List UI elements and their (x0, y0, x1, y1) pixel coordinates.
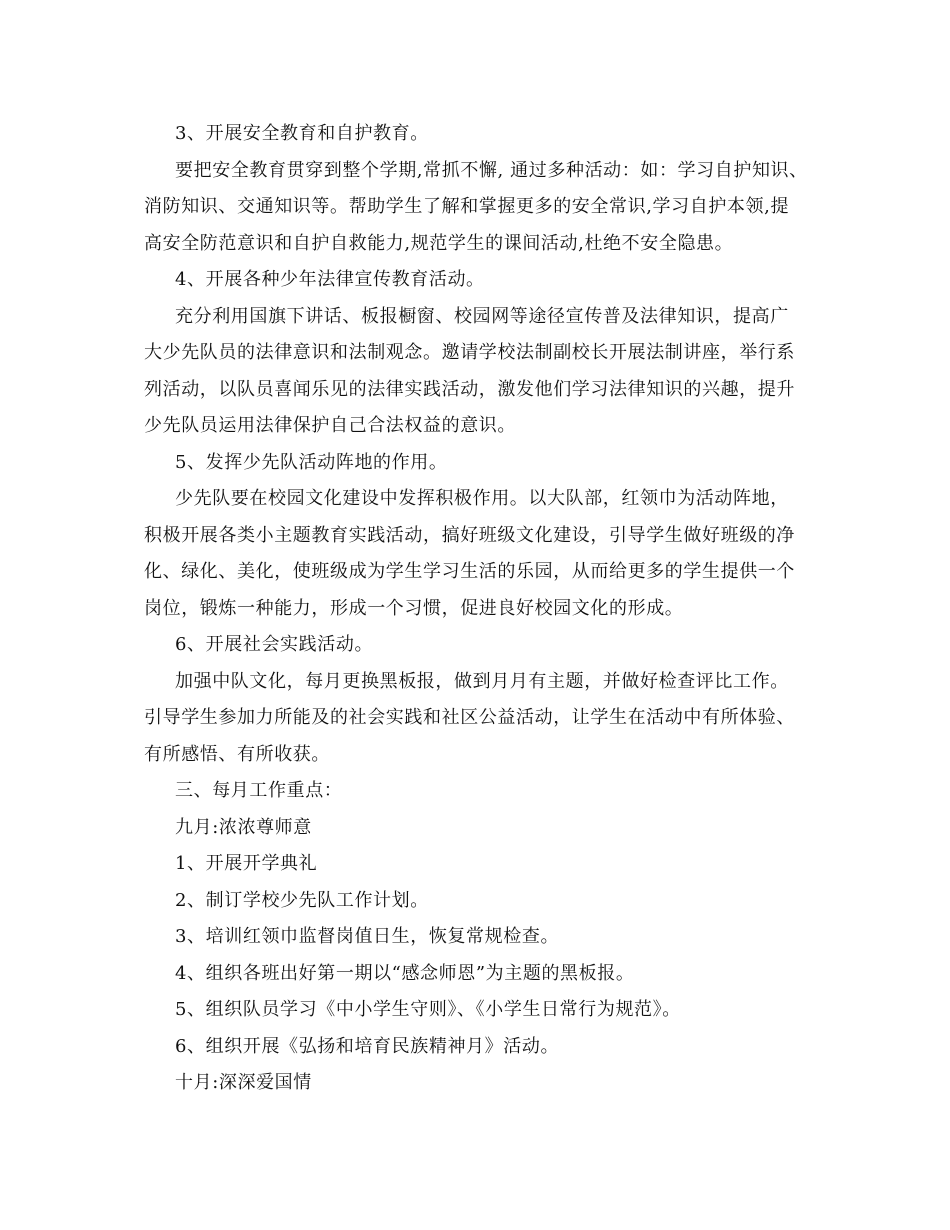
heading-activity-base: 5、发挥少先队活动阵地的作用。 (175, 451, 448, 473)
list-item: 6、组织开展《弘扬和培育民族精神月》活动。 (175, 1035, 560, 1057)
paragraph-line: 引导学生参加力所能及的社会实践和社区公益活动，让学生在活动中有所体验、 (144, 707, 795, 728)
month-heading-october: 十月:深深爱国情 (175, 1072, 312, 1093)
paragraph-line: 大少先队员的法律意识和法制观念。邀请学校法制副校长开展法制讲座，举行系 (144, 342, 795, 363)
paragraph-line: 要把安全教育贯穿到整个学期,常抓不懈, 通过多种活动：如：学习自护知识、 (175, 159, 808, 181)
paragraph-line: 列活动，以队员喜闻乐见的法律实践活动，激发他们学习法律知识的兴趣，提升 (144, 378, 795, 400)
paragraph-line: 有所感悟、有所收获。 (144, 743, 330, 765)
paragraph-line: 化、绿化、美化，使班级成为学生学习生活的乐园，从而给更多的学生提供一个 (144, 561, 795, 582)
paragraph-line: 积极开展各类小主题教育实践活动，搞好班级文化建设，引导学生做好班级的净 (144, 524, 795, 546)
list-item: 2、制订学校少先队工作计划。 (175, 889, 429, 911)
heading-social-practice: 6、开展社会实践活动。 (175, 634, 374, 655)
paragraph-line: 少先队要在校园文化建设中发挥积极作用。以大队部，红领巾为活动阵地， (175, 488, 789, 509)
list-item: 1、开展开学典礼 (175, 853, 318, 874)
paragraph-line: 岗位，锻炼一种能力，形成一个习惯，促进良好校园文化的形成。 (144, 597, 684, 619)
heading-law-education: 4、开展各种少年法律宣传教育活动。 (175, 269, 485, 290)
paragraph-line: 少先队员运用法律保护自己合法权益的意识。 (144, 415, 516, 436)
list-item: 5、组织队员学习《中小学生守则》、《小学生日常行为规范》。 (175, 999, 681, 1020)
document-body (144, 116, 844, 1102)
paragraph-line: 充分利用国旗下讲话、板报橱窗、校园网等途径宣传普及法律知识，提高广 (175, 305, 789, 327)
heading-safety-education: 3、开展安全教育和自护教育。 (175, 123, 429, 144)
paragraph-line: 消防知识、交通知识等。帮助学生了解和掌握更多的安全常识,学习自护本领,提 (144, 196, 790, 217)
list-item: 3、培训红领巾监督岗值日生，恢复常规检查。 (175, 926, 560, 947)
month-heading-september: 九月:浓浓尊师意 (175, 816, 312, 838)
paragraph-line: 高安全防范意识和自护自救能力,规范学生的课间活动,杜绝不安全隐患。 (144, 232, 734, 254)
section-heading-monthly-focus: 三、每月工作重点： (175, 780, 343, 801)
paragraph-line: 加强中队文化，每月更换黑板报，做到月月有主题，并做好检查评比工作。 (175, 670, 789, 692)
list-item: 4、组织各班出好第一期以“感念师恩”为主题的黑板报。 (175, 962, 635, 984)
